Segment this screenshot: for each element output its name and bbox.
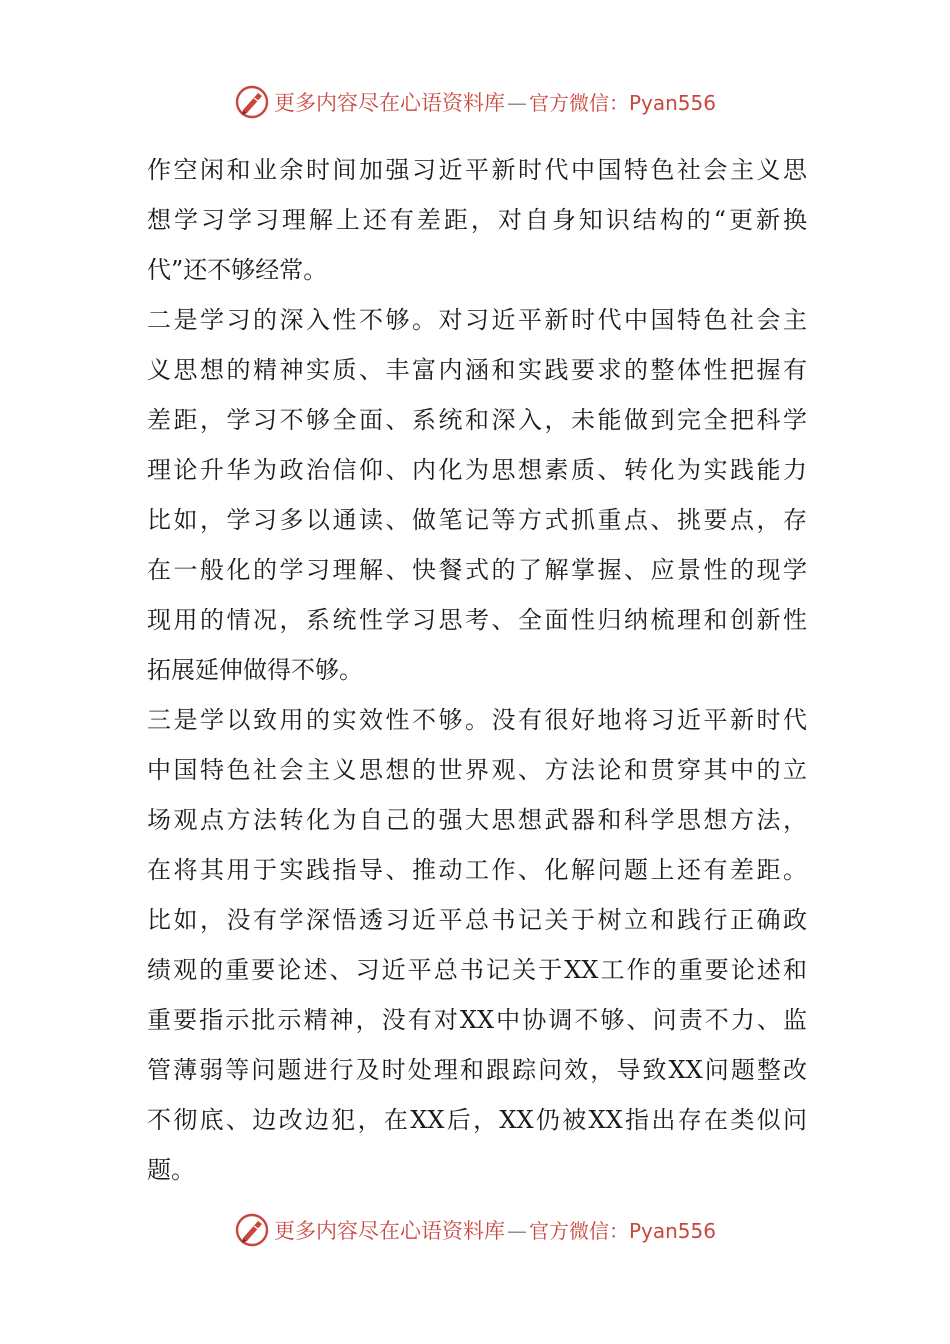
text-line: 拓展延伸做得不够。	[147, 656, 363, 684]
banner-title: 更多内容尽在心语资料库	[273, 1219, 505, 1243]
text-line: 作空闲和业余时间加强习近平新时代中国特色社会主义思	[147, 156, 807, 184]
text-line: 绩观的重要论述、习近平总书记关于XX工作的重要论述和	[147, 956, 807, 984]
text-line: 比如，没有学深悟透习近平总书记关于树立和践行正确政	[147, 906, 807, 934]
banner-dash: —	[506, 1219, 527, 1243]
text-line: 不彻底、边改边犯，在XX后，XX仍被XX指出存在类似问	[147, 1106, 807, 1134]
text-line: 现用的情况，系统性学习思考、全面性归纳梳理和创新性	[147, 606, 807, 634]
text-line: 二是学习的深入性不够。对习近平新时代中国特色社会主	[147, 306, 807, 334]
banner-text	[274, 87, 716, 117]
text-line: 在一般化的学习理解、快餐式的了解掌握、应景性的现学	[147, 556, 807, 584]
banner-text	[274, 1215, 716, 1245]
pen-logo-icon	[234, 84, 270, 120]
pen-logo-icon	[234, 1212, 270, 1248]
document-body	[147, 145, 807, 1195]
footer-banner	[0, 1208, 950, 1252]
banner-contact: 官方微信：Pyan556	[528, 1219, 716, 1243]
text-line: 重要指示批示精神，没有对XX中协调不够、问责不力、监	[147, 1006, 807, 1034]
text-line: 差距，学习不够全面、系统和深入，未能做到完全把科学	[147, 406, 807, 434]
text-line: 理论升华为政治信仰、内化为思想素质、转化为实践能力	[147, 456, 807, 484]
text-line: 代”还不够经常。	[147, 256, 328, 284]
text-line: 想学习学习理解上还有差距，对自身知识结构的“更新换	[147, 206, 807, 234]
text-line: 三是学以致用的实效性不够。没有很好地将习近平新时代	[147, 706, 807, 734]
text-line: 管薄弱等问题进行及时处理和跟踪问效，导致XX问题整改	[147, 1056, 807, 1084]
header-banner	[0, 80, 950, 124]
banner-title: 更多内容尽在心语资料库	[273, 91, 505, 115]
text-line: 场观点方法转化为自己的强大思想武器和科学思想方法，	[147, 806, 807, 834]
banner-contact: 官方微信：Pyan556	[528, 91, 716, 115]
text-line: 义思想的精神实质、丰富内涵和实践要求的整体性把握有	[147, 356, 807, 384]
banner-dash: —	[506, 91, 527, 115]
text-line: 题。	[147, 1156, 195, 1184]
text-line: 在将其用于实践指导、推动工作、化解问题上还有差距。	[147, 856, 807, 884]
text-line: 比如，学习多以通读、做笔记等方式抓重点、挑要点，存	[147, 506, 807, 534]
text-line: 中国特色社会主义思想的世界观、方法论和贯穿其中的立	[147, 756, 807, 784]
